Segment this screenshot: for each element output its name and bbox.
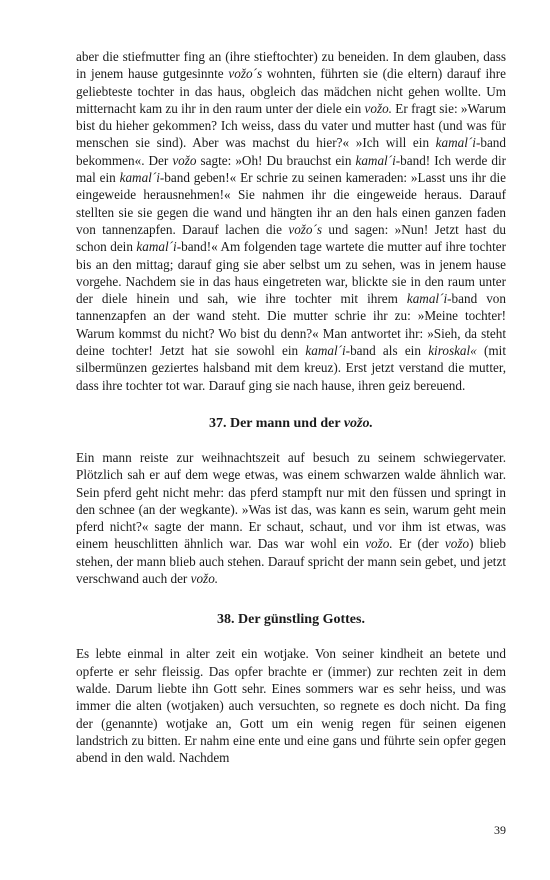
page-content [76,48,506,766]
story-38-title: 38. Der günstling Gottes. [217,612,365,628]
text-run: wohnten, führten sie (die eltern) darauf ihre geliebteste tochter in das haus, obgleich das mädchen nicht gehen wollte. Um mitternacht kam zu ihr in den raum unter der diele ein [76,66,506,116]
italic-term: vožo [172,152,197,168]
text-run: und sagen: »Nun! Jetzt hast du schon dein [76,221,507,255]
text-run: -band als ein [345,343,429,359]
story-37-paragraph [76,449,506,587]
italic-term: kamal´i [355,152,396,168]
italic-term: kamal´i [406,291,448,307]
italic-term: kiroskal« [428,343,477,359]
text-run: -band geben!« Er schrie zu seinen kameraden: »Lasst uns ihr die eingeweide herausnehmen!« Sie nahmen ihr die eingeweide heraus. Darauf stellten sie sie gegen die wand und hängten ihr an den hals einen ganzen faden von tannenzapfen. Darauf lachen die [76,170,506,237]
text-run: Ein mann reiste zur weihnachtszeit auf besuch zu seinem schwiegervater. Plötzlich sah er auf dem wege etwas, was einem schwarzen walde ähnlich war. Sein pferd geht nicht mehr: das pferd stampft nur mit den füssen und springt in den schnee (an der wegkante). »Was ist das, was kann es sein, warum geht mein pferd nicht?« sagte der mann. Er schaut, schaut, und vor ihm ist etwas, was einem heuschlitten ähnlich war. Das war wohl ein [76,449,506,552]
text-run: (mit silbermünzen geziertes halsband mit dem kreuz). Erst jetzt verstand die mutter, dass ihre tochter tot war. Darauf ging sie nach hause, ihren geiz bereuend. [76,343,506,393]
italic-term: vožo. [365,536,393,552]
italic-term: vožo. [364,100,392,116]
text-run: -band von tannenzapfen an der wand steht. Die mutter schrie ihr zu: »Meine tochter! Warum kommst du nicht? Wo bist du denn?« Man antwortet ihr: »Sieh, da steht deine tochter! Jetzt hat sie sowohl ein [76,291,506,359]
italic-term: kamal´i [435,135,476,151]
italic-term: vožo. [343,415,373,431]
text-run: sagte: »Oh! Du brauchst ein [196,152,356,168]
text-run: Er (der [392,536,445,552]
italic-term: vožo´s [288,221,323,237]
text-run: ) blieb stehen, der mann blieb auch stehen. Darauf spricht der mann sein gebet, und jetzt verschwand auch der [76,536,506,587]
text-run: aber die stiefmutter fing an (ihre stieftochter) zu beneiden. In dem glauben, dass in jenem hause gutgesinnte [76,49,506,82]
page-number: 39 [494,823,506,837]
text-run: -band!« Am folgenden tage wartete die mutter auf ihre tochter bis an den mittag; darauf ging sie aber selbst um zu sehen, was in jenem hause vorgehe. Nachdem sie in das haus eingetreten war, blickte sie in den raum unter der diele hinein und sah, wie ihre tochter mit ihrem [76,239,506,307]
story-36-ending-paragraph [76,48,506,394]
text-run: Es lebte einmal in alter zeit ein wotjake. Von seiner kindheit an betete und opferte er sehr fleissig. Das opfer brachte er (immer) zur rechten zeit in dem walde. Darum liebte ihn Gott sehr. Eines sommers war es sehr heiss, und was immer die alten (wotjaken) auch versuchten, so regnete es doch nicht. Da fing der (genannte) wotjake an, Gott um ein wenig regen für seinen eigenen landstrich zu bitten. Er nahm eine ente und eine gans und führte sein opfer gegen abend in den wald. Nachdem [76,646,506,766]
text-run: -band! Ich werde dir mal ein [76,152,506,186]
story-37-title [76,415,506,432]
italic-term: vožo. [190,571,219,587]
italic-term: vožo [444,536,470,552]
story-38-paragraph [76,645,506,766]
italic-term: kamal´i [119,170,160,186]
italic-term: kamal´i [305,343,346,359]
text-run: 37. Der mann und der [208,415,344,431]
text-run: Er fragt sie: »Warum bist du hieher gekommen? Ich weiss, dass du vater und mutter hast (und was für menschen sie sind). Aber was machst du hier?« »Ich will ein [76,100,507,151]
text-run: -band bekommen«. Der [76,135,506,168]
italic-term: vožo´s [228,66,263,82]
italic-term: kamal´i [136,239,177,255]
